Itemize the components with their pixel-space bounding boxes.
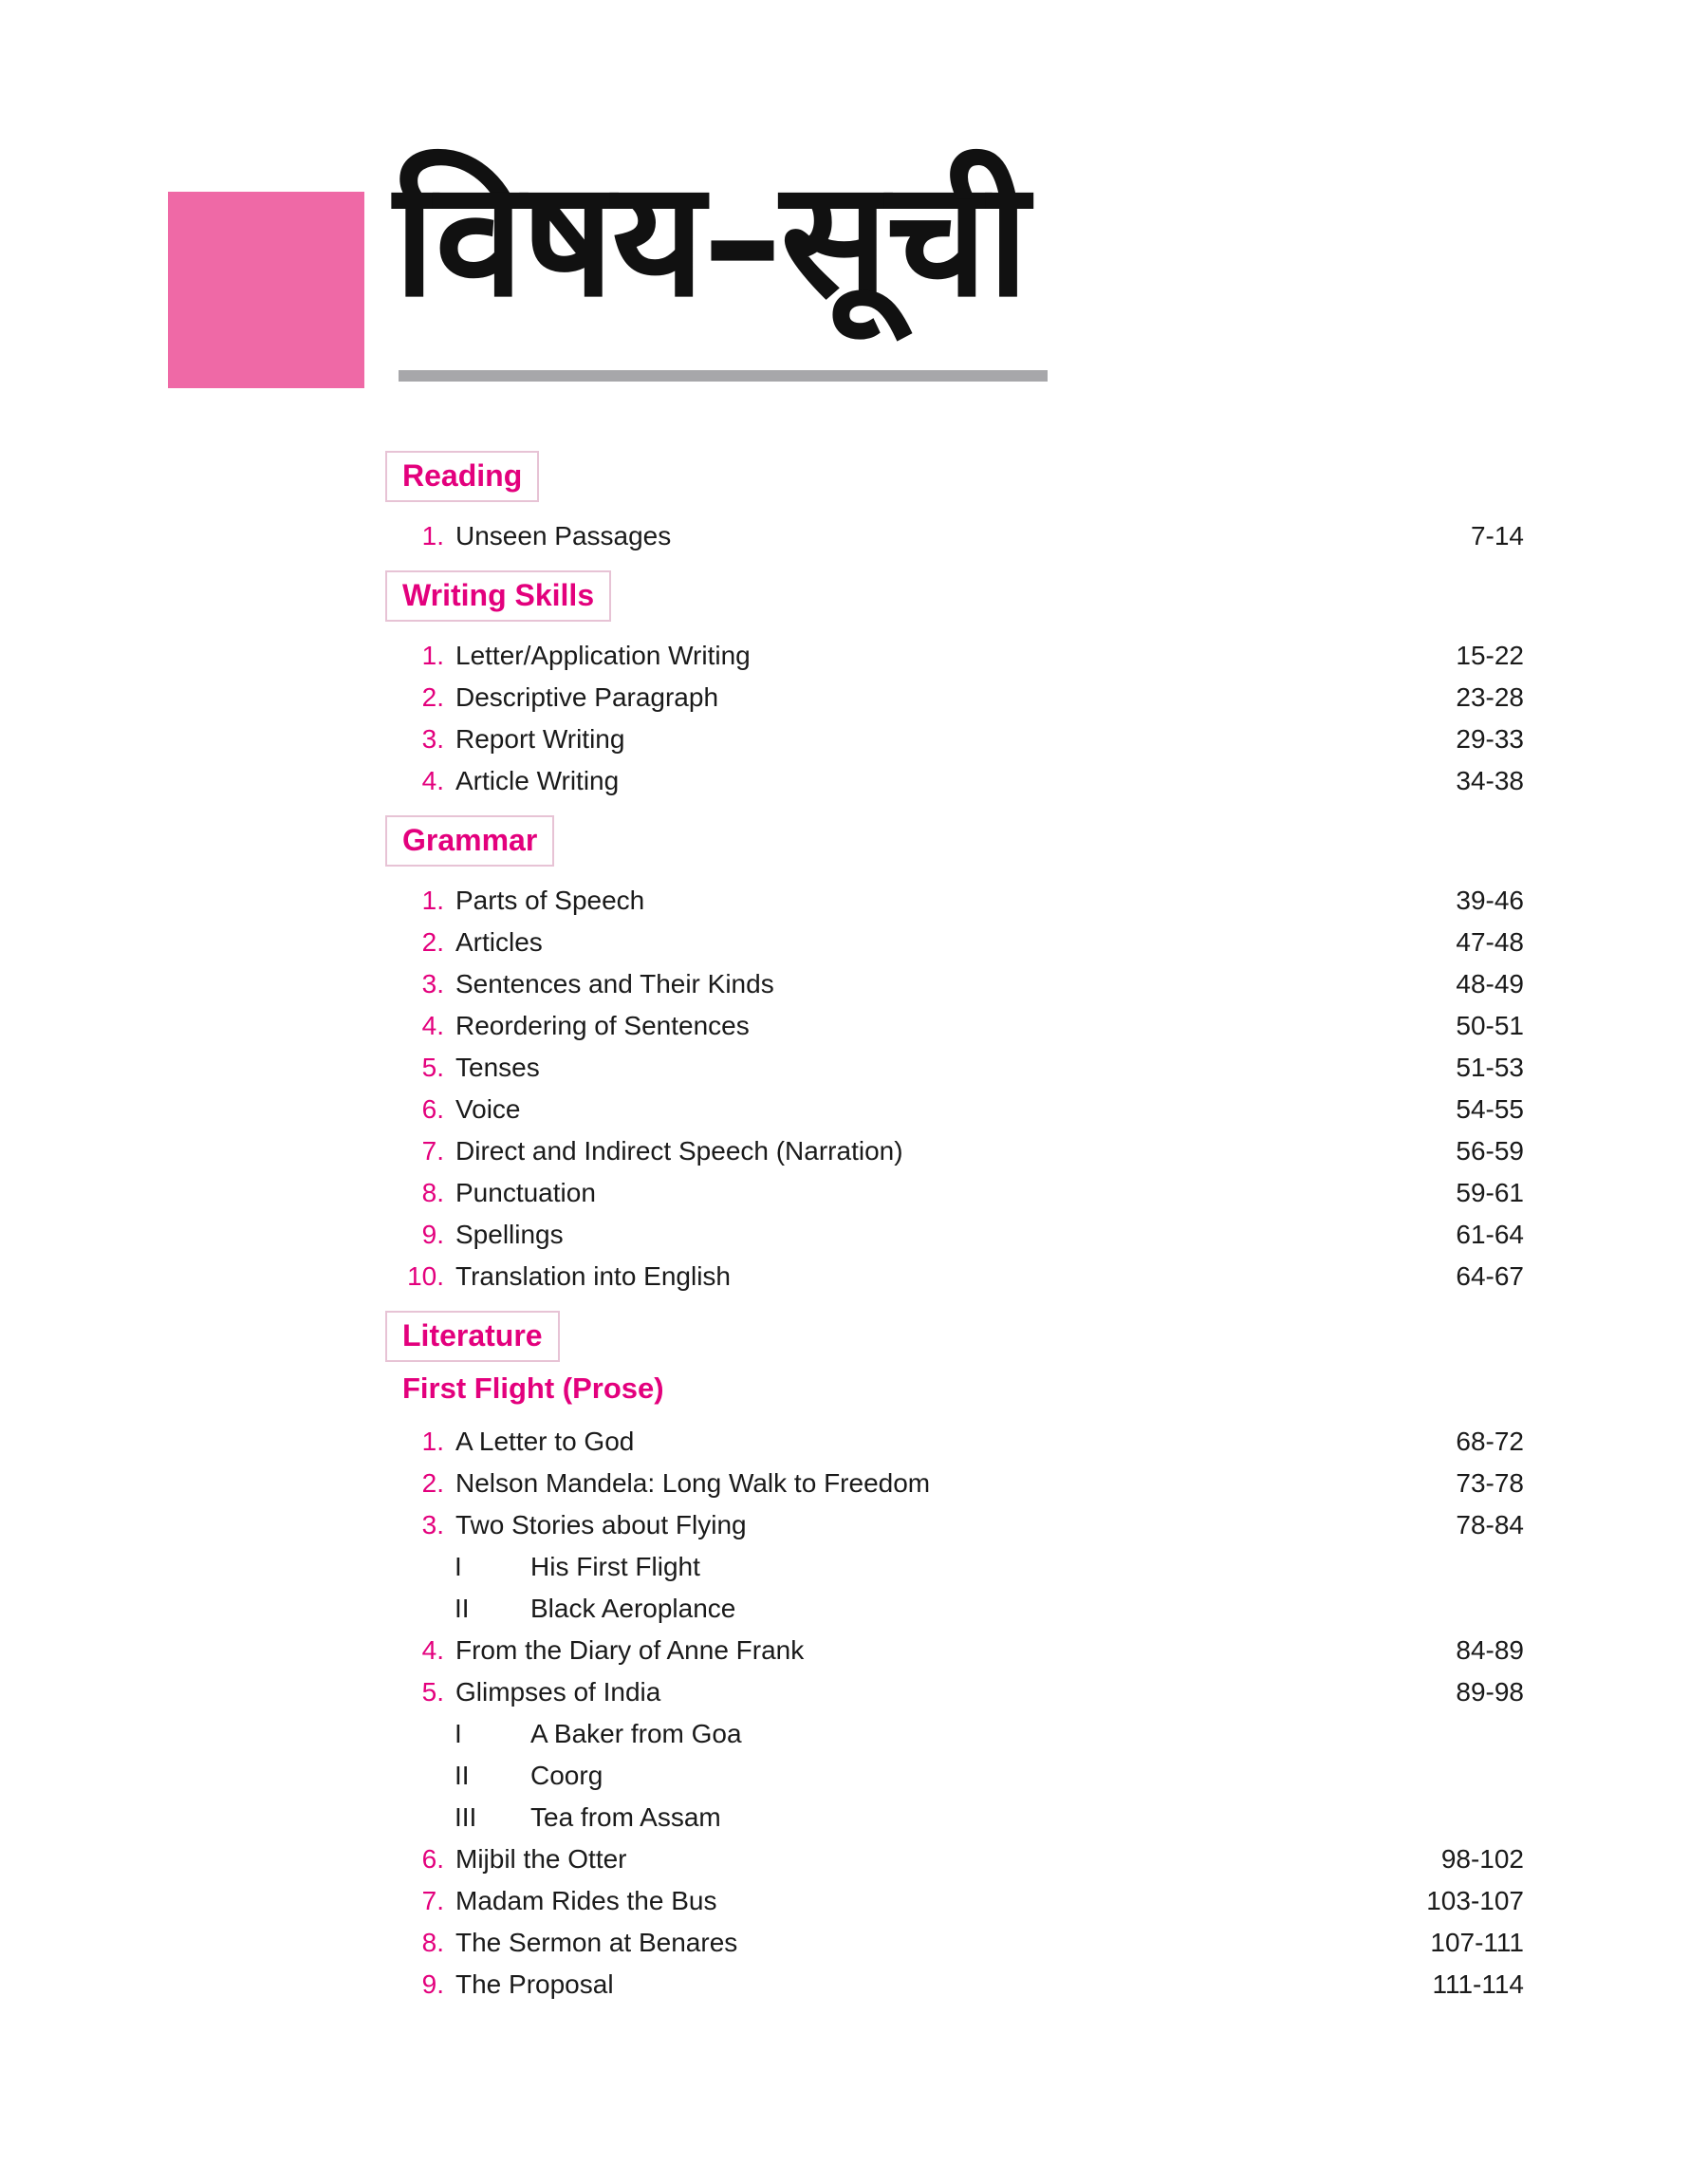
entry-number: 9. <box>421 1220 444 1249</box>
entry-number: 5. <box>421 1677 444 1707</box>
section-heading[interactable]: Literature <box>385 1311 560 1362</box>
subentry-title[interactable]: A Baker from Goa <box>530 1719 742 1748</box>
entry-title[interactable]: From the Diary of Anne Frank <box>455 1635 805 1665</box>
entry-number: 7. <box>421 1886 444 1915</box>
toc-entry[interactable] <box>385 718 1524 760</box>
toc-entry[interactable] <box>385 1214 1524 1256</box>
toc-entry[interactable] <box>385 1880 1524 1922</box>
subentry-title[interactable]: Coorg <box>530 1761 603 1790</box>
entry-title[interactable]: Translation into English <box>455 1261 732 1291</box>
entry-title[interactable]: Article Writing <box>455 766 620 795</box>
entry-pages: 51-53 <box>1456 1053 1524 1082</box>
entry-title[interactable]: Spellings <box>455 1220 564 1249</box>
entry-pages: 78-84 <box>1456 1510 1524 1539</box>
toc-entry[interactable] <box>385 1630 1524 1671</box>
subentry-title[interactable]: Black Aeroplance <box>530 1594 736 1623</box>
entry-pages: 107-111 <box>1430 1928 1524 1957</box>
toc-entry[interactable] <box>385 1463 1524 1504</box>
entry-title[interactable]: Reordering of Sentences <box>455 1011 750 1040</box>
entry-pages: 84-89 <box>1456 1635 1524 1665</box>
entry-pages: 54-55 <box>1456 1094 1524 1124</box>
toc-entry[interactable] <box>385 635 1524 677</box>
toc-entry[interactable] <box>385 515 1524 557</box>
toc-entry[interactable] <box>385 880 1524 922</box>
entry-pages: 29-33 <box>1456 724 1524 754</box>
entry-title[interactable]: A Letter to God <box>455 1427 635 1456</box>
entry-title[interactable]: Two Stories about Flying <box>455 1510 747 1539</box>
entry-number: 2. <box>421 1468 444 1498</box>
toc-section <box>385 815 1524 1297</box>
toc-entry[interactable] <box>385 963 1524 1005</box>
entry-title[interactable]: The Proposal <box>455 1969 614 1999</box>
toc-entry[interactable] <box>385 1922 1524 1964</box>
section-heading-wrap <box>385 570 1524 629</box>
subentry-title[interactable]: His First Flight <box>530 1552 700 1581</box>
section-heading[interactable]: Grammar <box>385 815 554 867</box>
toc-subentry[interactable] <box>385 1713 1524 1755</box>
entry-title[interactable]: Articles <box>455 927 543 957</box>
toc-section <box>385 1311 1524 2006</box>
section-subheading: First Flight (Prose) <box>402 1371 664 1405</box>
section-heading-wrap <box>385 451 1524 510</box>
entry-title[interactable]: The Sermon at Benares <box>455 1928 738 1957</box>
subentry-title[interactable]: Tea from Assam <box>530 1802 721 1832</box>
entry-pages: 103-107 <box>1426 1886 1524 1915</box>
entry-title[interactable]: Glimpses of India <box>455 1677 661 1707</box>
entry-pages: 15-22 <box>1456 641 1524 670</box>
entry-number: 4. <box>421 766 444 795</box>
toc-entry[interactable] <box>385 1504 1524 1546</box>
entry-title[interactable]: Nelson Mandela: Long Walk to Freedom <box>455 1468 931 1498</box>
page-title: विषय–सूची <box>394 146 1028 332</box>
entry-pages: 48-49 <box>1456 969 1524 998</box>
subentry-roman-numeral: II <box>455 1594 470 1623</box>
section-heading-wrap <box>385 815 1524 874</box>
entry-number: 3. <box>421 1510 444 1539</box>
toc-entry[interactable] <box>385 677 1524 718</box>
section-heading-wrap <box>385 1311 1524 1370</box>
toc-entry[interactable] <box>385 1005 1524 1047</box>
entry-number: 3. <box>421 969 444 998</box>
entry-pages: 68-72 <box>1456 1427 1524 1456</box>
subentry-roman-numeral: I <box>455 1719 462 1748</box>
entry-number: 3. <box>421 724 444 754</box>
entry-number: 2. <box>421 927 444 957</box>
section-heading[interactable]: Reading <box>385 451 539 502</box>
entry-pages: 50-51 <box>1456 1011 1524 1040</box>
entry-number: 1. <box>421 886 444 915</box>
entry-number: 8. <box>421 1928 444 1957</box>
entry-pages: 98-102 <box>1440 1844 1524 1874</box>
toc-subentry[interactable] <box>385 1797 1524 1838</box>
entry-title[interactable]: Punctuation <box>455 1178 596 1207</box>
toc-entry[interactable] <box>385 1671 1524 1713</box>
table-of-contents <box>385 451 1524 2019</box>
entry-number: 5. <box>421 1053 444 1082</box>
entry-number: 2. <box>421 682 444 712</box>
entry-title[interactable]: Parts of Speech <box>455 886 645 915</box>
entry-pages: 89-98 <box>1456 1677 1524 1707</box>
entry-title[interactable]: Report Writing <box>455 724 625 754</box>
entry-title[interactable]: Madam Rides the Bus <box>455 1886 717 1915</box>
toc-entry[interactable] <box>385 1130 1524 1172</box>
entry-pages: 61-64 <box>1456 1220 1524 1249</box>
entry-number: 4. <box>421 1635 444 1665</box>
entry-pages: 73-78 <box>1456 1468 1524 1498</box>
toc-subentry[interactable] <box>385 1755 1524 1797</box>
toc-entry[interactable] <box>385 1964 1524 2006</box>
entry-pages: 39-46 <box>1456 886 1524 915</box>
entry-title[interactable]: Letter/Application Writing <box>455 641 751 670</box>
entry-number: 4. <box>421 1011 444 1040</box>
toc-entry[interactable] <box>385 1256 1524 1297</box>
entry-title[interactable]: Voice <box>455 1094 521 1124</box>
entry-title[interactable]: Sentences and Their Kinds <box>455 969 774 998</box>
toc-subentry[interactable] <box>385 1588 1524 1630</box>
entry-pages: 7-14 <box>1470 521 1524 550</box>
entry-pages: 59-61 <box>1456 1178 1524 1207</box>
entry-pages: 64-67 <box>1456 1261 1524 1291</box>
toc-entry[interactable] <box>385 922 1524 963</box>
toc-entry[interactable] <box>385 1047 1524 1089</box>
entry-number: 6. <box>421 1094 444 1124</box>
title-underline <box>399 370 1048 382</box>
entry-pages: 111-114 <box>1432 1969 1524 1999</box>
entry-pages: 56-59 <box>1456 1136 1524 1166</box>
subentry-roman-numeral: III <box>455 1802 477 1832</box>
subentry-roman-numeral: II <box>455 1761 470 1790</box>
toc-entry[interactable] <box>385 1838 1524 1880</box>
entry-title[interactable]: Descriptive Paragraph <box>455 682 719 712</box>
entry-title[interactable]: Unseen Passages <box>455 521 672 550</box>
toc-entry[interactable] <box>385 1421 1524 1463</box>
entry-number: 8. <box>421 1178 444 1207</box>
entry-number: 10. <box>407 1261 444 1291</box>
entry-title[interactable]: Tenses <box>455 1053 540 1082</box>
toc-entry[interactable] <box>385 760 1524 802</box>
entry-number: 1. <box>421 641 444 670</box>
toc-entry[interactable] <box>385 1089 1524 1130</box>
entry-title[interactable]: Direct and Indirect Speech (Narration) <box>455 1136 903 1166</box>
entry-pages: 34-38 <box>1456 766 1524 795</box>
toc-entry[interactable] <box>385 1172 1524 1214</box>
entry-number: 1. <box>421 1427 444 1456</box>
section-heading[interactable]: Writing Skills <box>385 570 611 622</box>
entry-number: 9. <box>421 1969 444 1999</box>
subentry-roman-numeral: I <box>455 1552 462 1581</box>
entry-pages: 23-28 <box>1456 682 1524 712</box>
entry-number: 7. <box>421 1136 444 1166</box>
entry-pages: 47-48 <box>1456 927 1524 957</box>
entry-number: 6. <box>421 1844 444 1874</box>
toc-subentry[interactable] <box>385 1546 1524 1588</box>
toc-section <box>385 451 1524 557</box>
decorative-pink-block <box>168 192 364 388</box>
entry-number: 1. <box>421 521 444 550</box>
toc-section <box>385 570 1524 802</box>
entry-title[interactable]: Mijbil the Otter <box>455 1844 627 1874</box>
